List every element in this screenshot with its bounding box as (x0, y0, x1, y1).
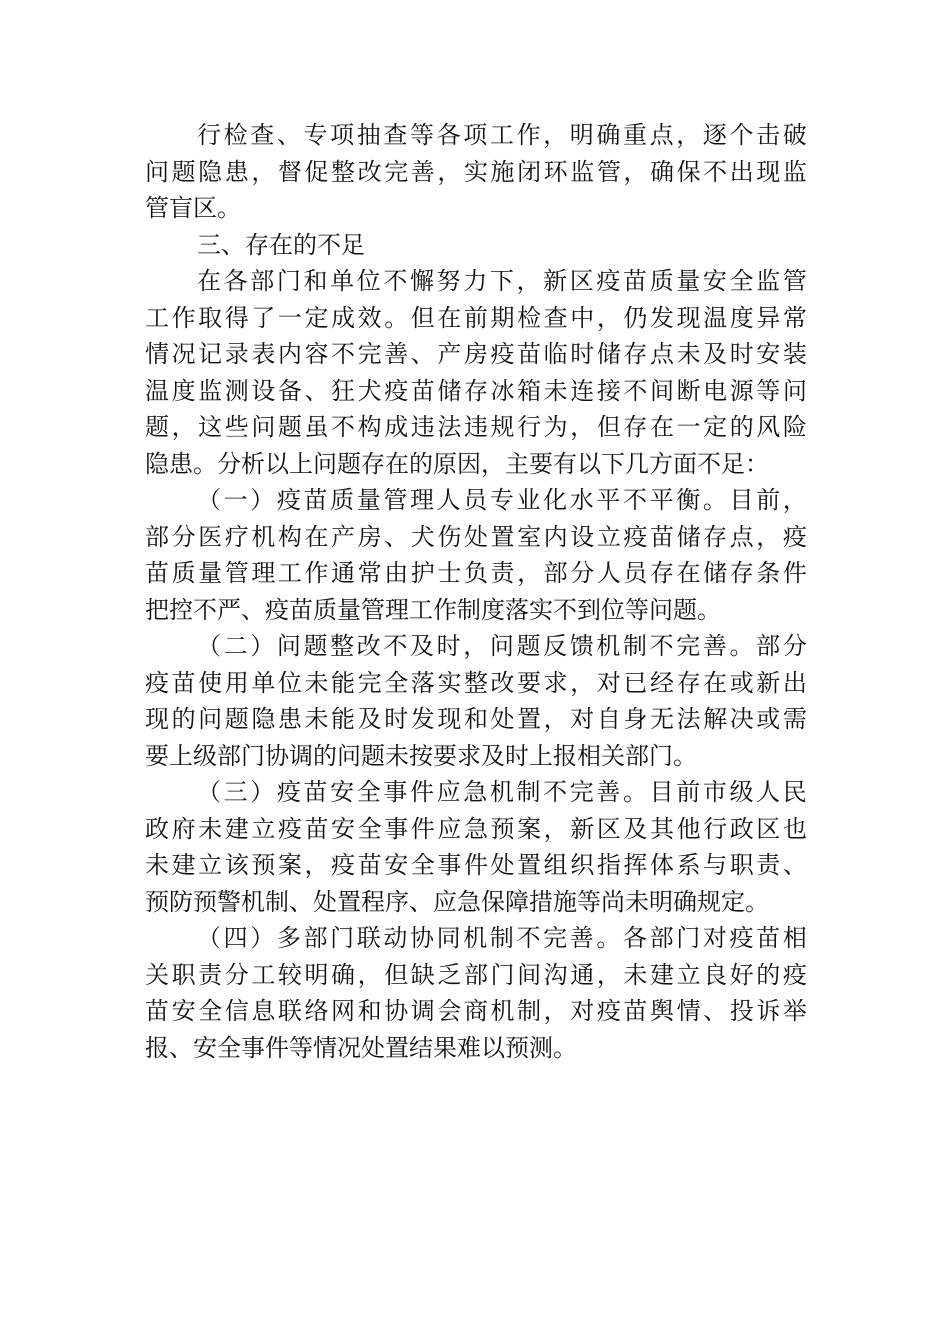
text-line: 情 况 记 录 表 内 容 不 完 善 、 产 房 疫 苗 临 时 储 存 点 未 及 时 安 装 (145, 340, 807, 368)
text-line: 工 作 取 得 了 一 定 成 效 。 但 在 前 期 检 查 中 ， 仍 发 现 温 度 异 常 (145, 303, 807, 332)
text-line: 关 职 责 分 工 较 明 确 ， 但 缺 乏 部 门 间 沟 通 ， 未 建 立 良 好 的 疫 (145, 960, 807, 989)
text-line: 把控不严、疫苗质量管理工作制度落实不到位等问题。 (145, 595, 721, 624)
paragraph (145, 117, 807, 227)
text-line: （ 三 ） 疫 苗 安 全 事 件 应 急 机 制 不 完 善 。 目 前 市 级 人 民 (197, 778, 807, 806)
text-line: （ 一 ） 疫 苗 质 量 管 理 人 员 专 业 化 水 平 不 平 衡 。 目 前 ， (197, 486, 807, 514)
text-line: 报、安全事件等情况处置结果难以预测。 (145, 1033, 577, 1062)
text-line: 问 题 隐 患 ， 督 促 整 改 完 善 ， 实 施 闭 环 监 管 ， 确 保 不 出 现 监 (145, 157, 807, 186)
text-line: 温 度 监 测 设 备 、 狂 犬 疫 苗 储 存 冰 箱 未 连 接 不 间 断 电 源 等 问 (145, 376, 807, 405)
text-line: （ 四 ） 多 部 门 联 动 协 同 机 制 不 完 善 。 各 部 门 对 疫 苗 相 (197, 924, 807, 952)
paragraph (145, 482, 807, 628)
text-line: 管盲区。 (145, 194, 241, 222)
text-line: 苗 安 全 信 息 联 络 网 和 协 调 会 商 机 制 ， 对 疫 苗 舆 情 、 投 诉 举 (145, 997, 807, 1025)
paragraph (145, 774, 807, 920)
paragraph (145, 263, 807, 482)
text-line: 题 ， 这 些 问 题 虽 不 构 成 违 法 违 规 行 为 ， 但 存 在 一 定 的 风 险 (145, 413, 807, 441)
text-line: 预防预警机制、处置程序、应急保障措施等尚未明确规定。 (145, 887, 769, 916)
paragraph (145, 920, 807, 1066)
text-line: 现 的 问 题 隐 患 未 能 及 时 发 现 和 处 置 ， 对 自 身 无 法 解 决 或 需 (145, 705, 807, 733)
paragraph (145, 628, 807, 774)
text-line: 行 检 查 、 专 项 抽 查 等 各 项 工 作 ， 明 确 重 点 ， 逐 个 击 破 (197, 121, 807, 149)
heading-line: 三、存在的不足 (197, 230, 365, 259)
text-line: 苗 质 量 管 理 工 作 通 常 由 护 士 负 责 ， 部 分 人 员 存 在 储 存 条 件 (145, 559, 807, 587)
section-heading (145, 227, 807, 264)
text-line: 政 府 未 建 立 疫 苗 安 全 事 件 应 急 预 案 ， 新 区 及 其 他 行 政 区 也 (145, 814, 807, 843)
text-line: 隐患。分析以上问题存在的原因，主要有以下几方面不足： (145, 449, 769, 478)
text-line: 部 分 医 疗 机 构 在 产 房 、 犬 伤 处 置 室 内 设 立 疫 苗 储 存 点 ， 疫 (145, 522, 807, 551)
text-line: 未 建 立 该 预 案 ， 疫 苗 安 全 事 件 处 置 组 织 指 挥 体 系 与 职 责 、 (145, 851, 807, 879)
text-line: 要上级部门协调的问题未按要求及时上报相关部门。 (145, 741, 697, 770)
text-line: 在 各 部 门 和 单 位 不 懈 努 力 下 ， 新 区 疫 苗 质 量 安 全 监 管 (197, 267, 807, 295)
text-line: （ 二 ） 问 题 整 改 不 及 时 ， 问 题 反 馈 机 制 不 完 善 。 部 分 (197, 632, 807, 660)
document-body (145, 117, 807, 1066)
text-line: 疫 苗 使 用 单 位 未 能 完 全 落 实 整 改 要 求 ， 对 已 经 存 在 或 新 出 (145, 668, 807, 697)
